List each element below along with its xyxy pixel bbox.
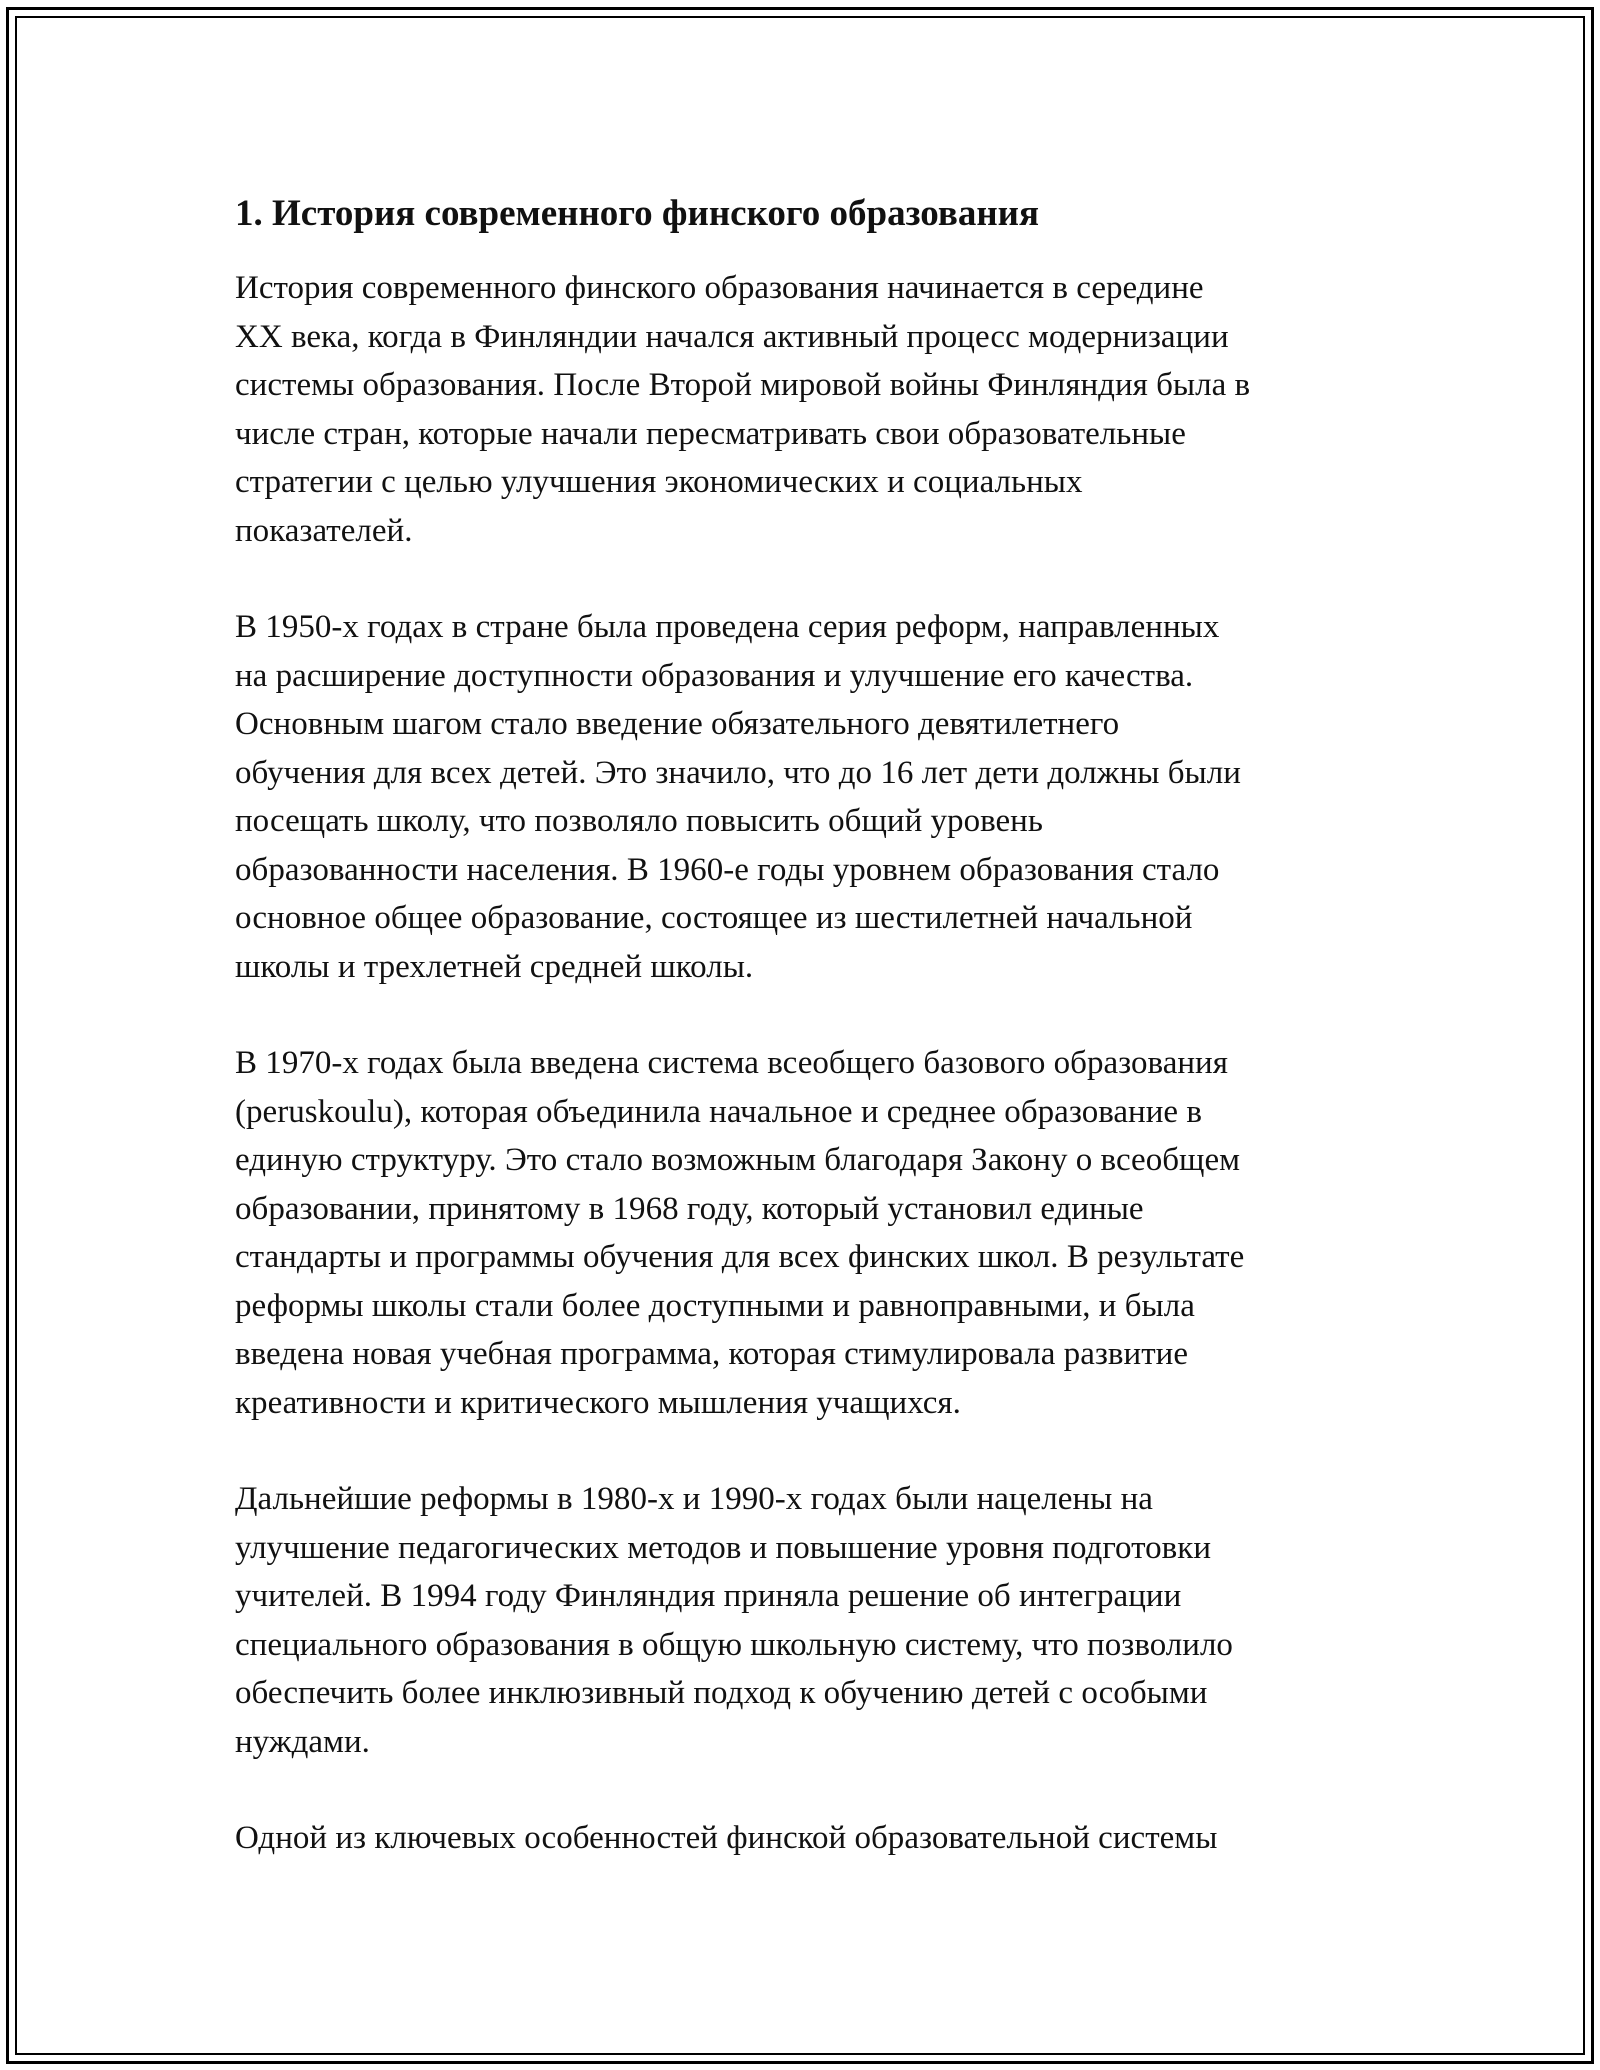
line: учителей. В 1994 году Финляндия приняла решение об интеграции — [235, 1578, 1182, 1614]
line: креативности и критического мышления учащихся. — [235, 1384, 961, 1421]
line: стандарты и программы обучения для всех финских школ. В результате — [235, 1239, 1245, 1275]
line: на расширение доступности образования и улучшение его качества. — [235, 657, 1194, 694]
line: образовании, принятому в 1968 году, который установил единые — [235, 1190, 1144, 1227]
line: посещать школу, что позволяло повысить общий уровень — [235, 803, 1043, 839]
line: Дальнейшие реформы в 1980-х и 1990-х годах были нацелены на — [235, 1481, 1153, 1517]
line: XX века, когда в Финляндии начался активный процесс модернизации — [235, 318, 1229, 355]
line: Основным шагом стало введение обязательного девятилетнего — [235, 706, 1120, 742]
paragraph-3 — [235, 1039, 1365, 1427]
section-heading: 1. История современного финского образования — [235, 193, 1039, 234]
line: нуждами. — [235, 1723, 370, 1760]
line: школы и трехлетней средней школы. — [235, 948, 754, 985]
paragraph-2 — [235, 603, 1365, 991]
line: Одной из ключевых особенностей финской образовательной системы — [235, 1820, 1218, 1856]
line: В 1950-х годах в стране была проведена серия реформ, направленных — [235, 609, 1220, 645]
line: основное общее образование, состоящее из шестилетней начальной — [235, 900, 1193, 936]
paragraph-4 — [235, 1475, 1365, 1766]
line: История современного финского образования начинается в середине — [235, 270, 1204, 306]
line: числе стран, которые начали пересматривать свои образовательные — [235, 415, 1186, 452]
line: (peruskoulu), которая объединила начальное и среднее образование в — [235, 1093, 1202, 1130]
line: В 1970-х годах была введена система всеобщего базового образования — [235, 1045, 1228, 1081]
paragraph-1 — [235, 264, 1365, 555]
line: системы образования. После Второй мировой войны Финляндия была в — [235, 367, 1251, 403]
line: введена новая учебная программа, которая стимулировала развитие — [235, 1336, 1188, 1372]
line: специального образования в общую школьную систему, что позволило — [235, 1626, 1233, 1663]
line: единую структуру. Это стало возможным благодаря Закону о всеобщем — [235, 1142, 1241, 1178]
line: улучшение педагогических методов и повышение уровня подготовки — [235, 1529, 1211, 1566]
line: реформы школы стали более доступными и равноправными, и была — [235, 1287, 1195, 1324]
document-page — [235, 190, 1365, 1863]
line: показателей. — [235, 512, 413, 549]
line: образованности населения. В 1960-е годы уровнем образования стало — [235, 851, 1220, 888]
line: стратегии с целью улучшения экономических и социальных — [235, 464, 1083, 500]
line: обеспечить более инклюзивный подход к обучению детей с особыми — [235, 1675, 1208, 1711]
line: обучения для всех детей. Это значило, что до 16 лет дети должны были — [235, 754, 1241, 791]
paragraph-5 — [235, 1814, 1365, 1863]
